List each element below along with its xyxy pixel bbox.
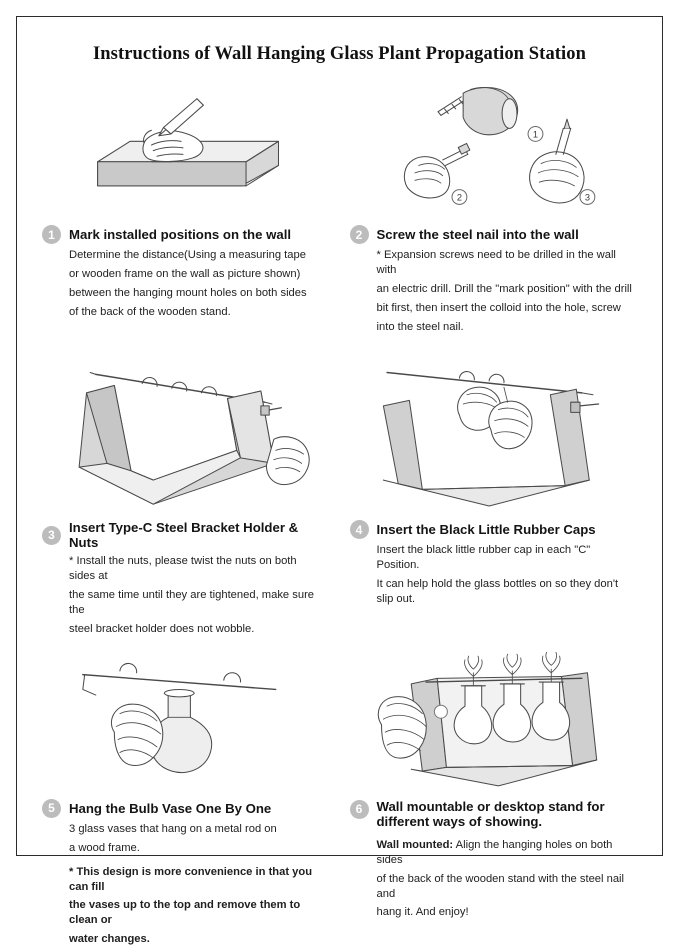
svg-text:3: 3 <box>584 192 590 203</box>
step-6-number: 6 <box>350 800 369 819</box>
step-3-number: 3 <box>42 526 61 545</box>
step-3-title: Insert Type-C Steel Bracket Holder & Nuts <box>69 520 299 551</box>
step-6-title: Wall mountable or desktop stand for different ways of showing. <box>376 798 605 829</box>
step-3-line-1: * Install the nuts, please twist the nuts on both sides at <box>69 555 297 583</box>
step-4 <box>350 344 638 640</box>
step-4-number: 4 <box>350 520 369 539</box>
step-2-line-4: into the steel nail. <box>376 320 464 333</box>
step-1-body <box>42 248 330 320</box>
steps-row-2 <box>42 344 637 640</box>
step-5 <box>42 647 330 951</box>
step-5-header <box>42 799 330 818</box>
steps-row-3 <box>42 647 637 951</box>
step-5-note-1: * This design is more convenience in that you can fill <box>69 865 313 893</box>
step-1-number: 1 <box>42 225 61 244</box>
step-5-illustration <box>42 647 330 795</box>
step-1-header <box>42 225 330 244</box>
step-6-line-2: of the back of the wooden stand with the steel nail and <box>376 872 625 900</box>
step-2-title: Screw the steel nail into the wall <box>376 227 579 242</box>
step-1-line-1: Determine the distance(Using a measuring tape <box>69 249 306 261</box>
svg-text:2: 2 <box>456 192 462 203</box>
step-2-header <box>350 225 638 244</box>
step-5-title: Hang the Bulb Vase One By One <box>69 800 272 816</box>
step-1 <box>42 71 330 338</box>
step-3 <box>42 344 330 640</box>
step-3-illustration <box>42 344 330 516</box>
svg-text:1: 1 <box>532 129 538 140</box>
step-2-line-1: * Expansion screws need to be drilled in the wall with <box>376 249 616 276</box>
step-4-title: Insert the Black Little Rubber Caps <box>376 522 596 538</box>
step-1-line-3: between the hanging mount holes on both sides <box>69 286 307 299</box>
step-6-line-1 <box>377 838 634 868</box>
step-6-illustration <box>350 647 638 795</box>
step-4-header <box>350 520 638 539</box>
step-2-illustration <box>350 71 638 221</box>
page-title: Instructions of Wall Hanging Glass Plant Propagation Station <box>92 44 587 64</box>
step-1-title: Mark installed positions on the wall <box>69 227 292 242</box>
step-4-line-2: It can help hold the glass bottles on so they don't slip out. <box>376 578 619 606</box>
step-6-lead: Wall mounted: <box>376 838 454 851</box>
step-1-line-2: or wooden frame on the wall as picture shown) <box>69 267 301 280</box>
step-2 <box>350 71 638 338</box>
step-4-body <box>350 543 638 607</box>
step-4-line-1: Insert the black little rubber cap in each "C" Position. <box>376 544 591 572</box>
step-3-line-2: the same time until they are tightened, make sure the <box>69 589 315 617</box>
step-6-header <box>350 799 638 829</box>
step-6-line-1-rest: Align the hanging holes on both sides <box>376 838 613 866</box>
step-5-line-1: 3 glass vases that hang on a metal rod on <box>69 822 277 835</box>
steps-row-1 <box>42 71 637 338</box>
step-3-header <box>42 520 330 550</box>
step-1-line-4: of the back of the wooden stand. <box>69 305 231 318</box>
step-2-line-2: an electric drill. Drill the "mark position" with the drill <box>376 282 632 295</box>
step-4-illustration <box>350 344 638 516</box>
step-6-body <box>350 833 638 920</box>
step-1-illustration <box>42 71 330 221</box>
step-6 <box>350 647 638 951</box>
step-3-body <box>42 554 330 636</box>
step-6-line-3: hang it. And enjoy! <box>376 906 469 919</box>
step-5-body <box>42 822 330 947</box>
step-5-note-2: the vases up to the top and remove them to clean or <box>69 899 301 927</box>
step-3-line-3: steel bracket holder does not wobble. <box>69 623 255 636</box>
step-2-body <box>350 248 638 334</box>
step-5-number: 5 <box>42 799 61 818</box>
step-2-line-3: bit first, then insert the colloid into the hole, screw <box>376 301 621 314</box>
step-5-line-2: a wood frame. <box>69 841 140 854</box>
step-5-note-3: water changes. <box>69 933 150 946</box>
step-2-number: 2 <box>350 225 369 244</box>
